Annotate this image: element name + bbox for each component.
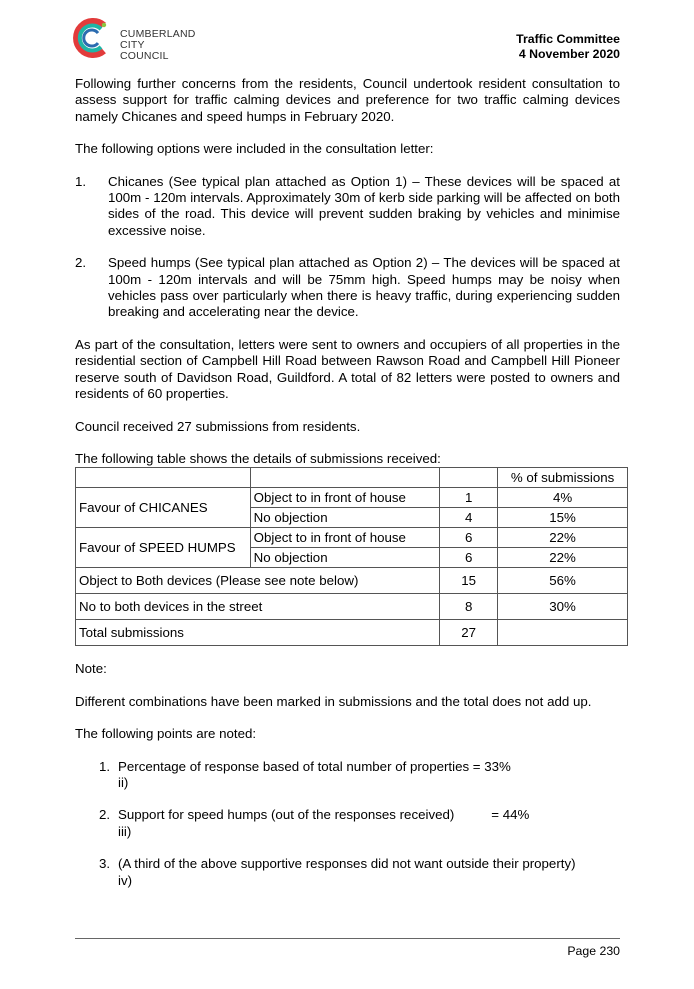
point-number: 1. <box>99 758 111 774</box>
group-label: Favour of SPEED HUMPS <box>76 528 251 568</box>
row-count: 6 <box>440 548 498 568</box>
point-text: Percentage of response based of total number of properties = 33% <box>118 758 511 774</box>
points-list <box>75 759 620 889</box>
row-count: 8 <box>440 594 498 620</box>
row-count: 15 <box>440 568 498 594</box>
table-row <box>76 568 628 594</box>
row-label: Total submissions <box>76 620 440 646</box>
footer-divider <box>75 938 620 939</box>
pct-header: % of submissions <box>498 468 628 488</box>
list-item <box>75 807 620 840</box>
submissions-table <box>75 467 628 646</box>
table-intro: The following table shows the details of submissions received: <box>75 450 441 466</box>
option-text: Speed humps (See typical plan attached as Option 2) – The devices will be spaced at 100m - 120m intervals and will be 75mm high. Speed humps may be noisy when vehicles pass over particularly when there is heavy traffic, during experiencing sudden breaking and accelerating near the device. <box>108 255 620 320</box>
option-number: 1. <box>75 173 87 189</box>
point-text: Support for speed humps (out of the responses received) = 44% <box>118 807 530 823</box>
org-line1: CUMBERLAND <box>120 28 196 40</box>
list-item <box>75 856 620 889</box>
row-count: 4 <box>440 508 498 528</box>
option-text: Chicanes (See typical plan attached as Option 1) – These devices will be spaced at 100m - 120m intervals. Approximately 30m of kerb side parking will be affected on both sides of the road. This device will prevent sudden braking by vehicles and minimise excessive noise. <box>108 173 620 238</box>
point-subnumber: iv) <box>118 872 133 888</box>
row-count: 1 <box>440 488 498 508</box>
points-intro: The following points are noted: <box>75 726 257 742</box>
row-pct: 30% <box>498 594 628 620</box>
option-item <box>75 255 620 321</box>
point-text: (A third of the above supportive responses did not want outside their property) <box>118 856 576 872</box>
row-pct: 22% <box>498 528 628 548</box>
row-count: 6 <box>440 528 498 548</box>
received-paragraph: Council received 27 submissions from residents. <box>75 418 361 434</box>
row-pct: 22% <box>498 548 628 568</box>
point-subnumber: ii) <box>118 774 129 790</box>
council-logo <box>66 13 196 63</box>
table-row <box>76 620 628 646</box>
meeting-date: 4 November 2020 <box>518 47 620 61</box>
row-label: No to both devices in the street <box>76 594 440 620</box>
options-list <box>75 174 620 321</box>
document-header <box>516 32 620 62</box>
point-number: 3. <box>99 856 111 872</box>
committee-name: Traffic Committee <box>516 32 620 46</box>
council-logo-icon <box>66 13 116 63</box>
row-count: 27 <box>440 620 498 646</box>
row-label: No objection <box>250 548 440 568</box>
group-label: Favour of CHICANES <box>76 488 251 528</box>
note-label: Note: <box>75 661 107 677</box>
point-subnumber: iii) <box>118 823 132 839</box>
org-line2: CITY COUNCIL <box>120 39 169 62</box>
page-body <box>75 76 620 905</box>
row-pct: 56% <box>498 568 628 594</box>
row-pct: 15% <box>498 508 628 528</box>
consultation-paragraph: As part of the consultation, letters were sent to owners and occupiers of all properties in the residential section of Campbell Hill Road between Rawson Road and Campbell Hill Pioneer reserve south of Davidson Road, Guildford. A total of 82 letters were posted to owners and residents of 60 properties. <box>75 336 620 402</box>
note-text: Different combinations have been marked in submissions and the total does not add up. <box>75 693 592 709</box>
intro-paragraph: Following further concerns from the residents, Council undertook resident consultation to assess support for traffic calming devices and preference for two traffic calming devices namely Chicanes and speed humps in February 2020. <box>75 76 620 124</box>
row-label: Object to in front of house <box>250 488 440 508</box>
option-number: 2. <box>75 255 87 271</box>
options-intro: The following options were included in the consultation letter: <box>75 141 434 157</box>
row-pct <box>498 620 628 646</box>
table-row <box>76 528 628 548</box>
page-number: Page 230 <box>567 944 620 958</box>
row-label: No objection <box>250 508 440 528</box>
table-row <box>76 488 628 508</box>
row-label: Object to in front of house <box>250 528 440 548</box>
option-item <box>75 174 620 240</box>
point-number: 2. <box>99 807 111 823</box>
table-header-row <box>76 468 628 488</box>
row-pct: 4% <box>498 488 628 508</box>
logo-text <box>120 29 196 62</box>
list-item <box>75 759 620 792</box>
table-row <box>76 594 628 620</box>
row-label: Object to Both devices (Please see note below) <box>76 568 440 594</box>
